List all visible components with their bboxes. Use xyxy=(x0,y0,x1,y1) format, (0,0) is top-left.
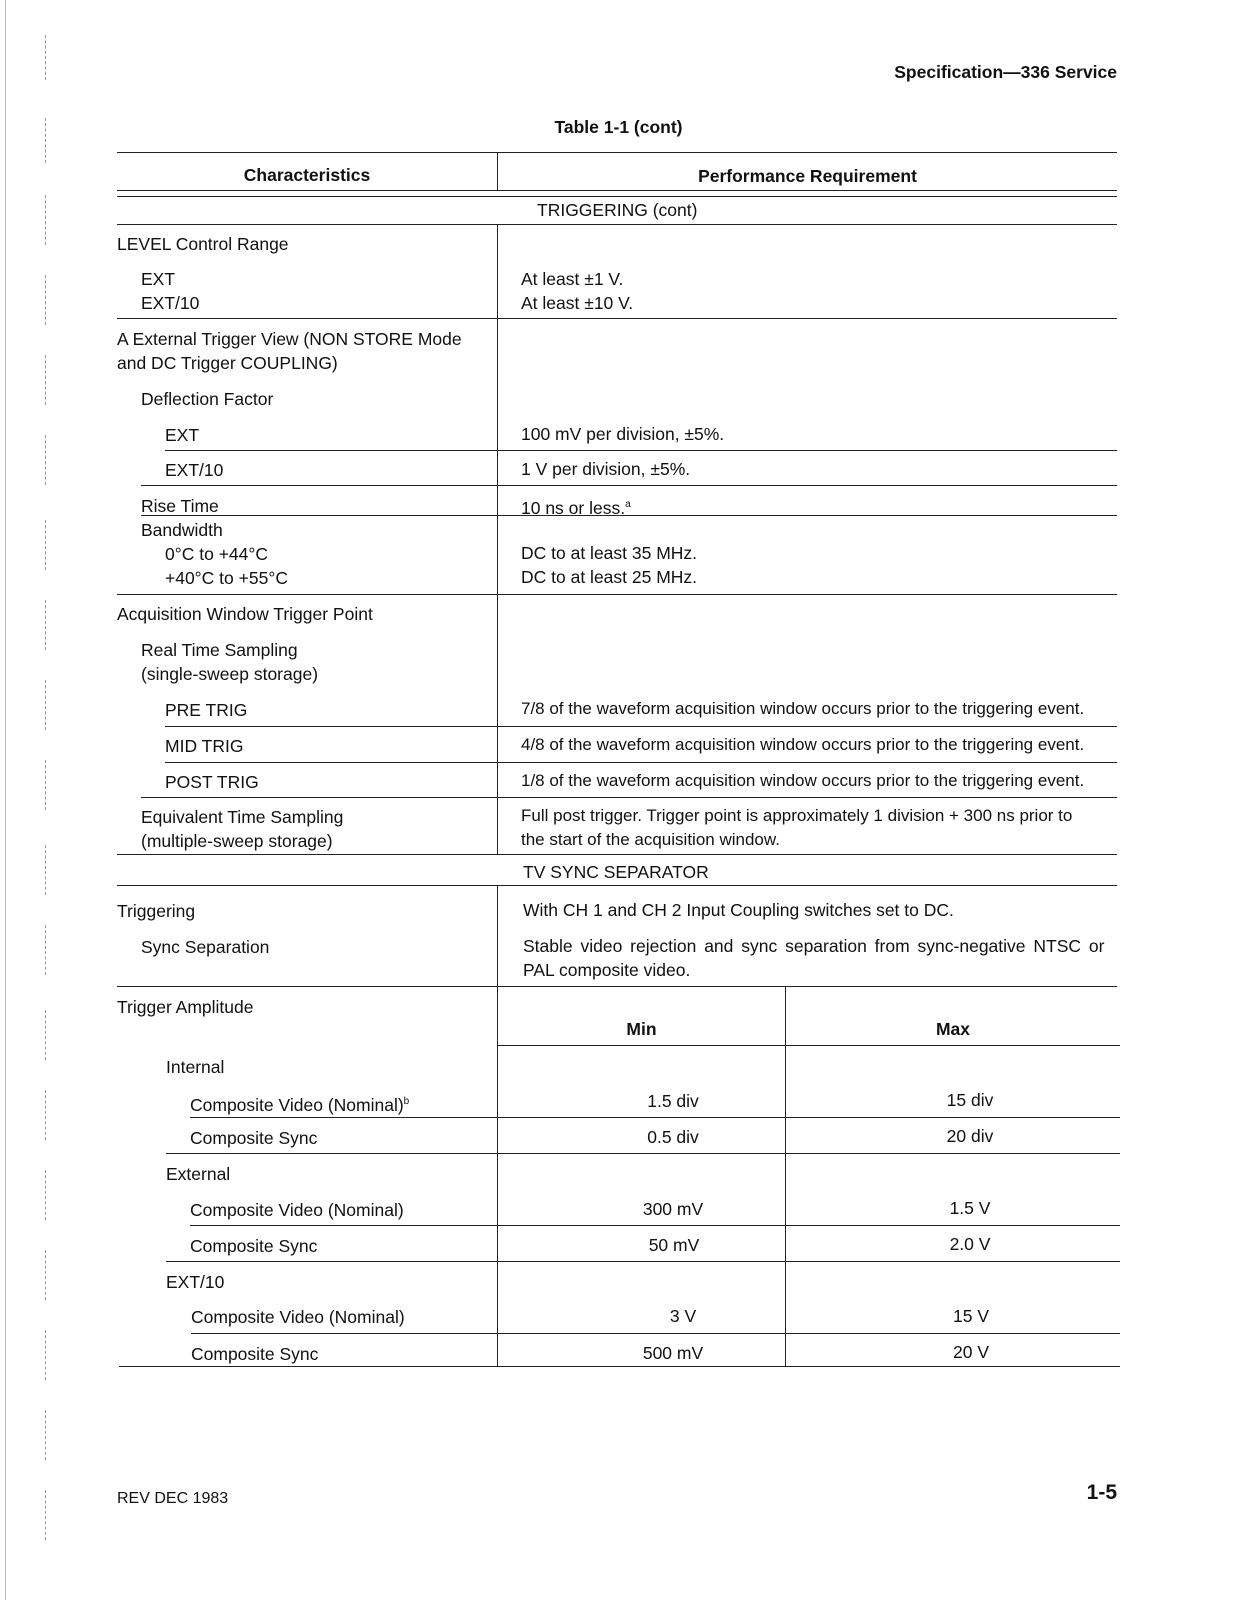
scan-artifact xyxy=(45,35,46,80)
table-title-text: Table 1-1 (cont) xyxy=(554,117,683,137)
pre-trig-perf: 7/8 of the waveform acquisition window occurs prior to the triggering event. xyxy=(521,699,1085,718)
real-time-sampling-2: (single-sweep storage) xyxy=(141,664,319,684)
revision-date: REV DEC 1983 xyxy=(117,1490,229,1507)
rise-time-value: 10 ns or less. xyxy=(521,497,626,518)
external-cs-char: Composite Sync xyxy=(190,1236,318,1256)
rise-time-char: Rise Time xyxy=(141,496,219,516)
internal-cs-min: 0.5 div xyxy=(647,1127,699,1147)
rule xyxy=(190,1225,1120,1226)
column-header-characteristics: Characteristics xyxy=(243,165,371,185)
deflection-ext10-perf: 1 V per division, ±5%. xyxy=(521,459,691,479)
internal-cv-min: 1.5 div xyxy=(647,1091,699,1111)
equiv-perf-1: Full post trigger. Trigger point is approximately 1 division + 300 ns prior to xyxy=(521,806,1073,825)
rule xyxy=(141,797,1117,798)
scan-artifact xyxy=(45,275,46,325)
acquisition-label: Acquisition Window Trigger Point xyxy=(117,604,373,624)
rule xyxy=(166,1153,1120,1154)
ext10-cs-max: 20 V xyxy=(953,1342,989,1362)
rule xyxy=(191,1333,1120,1334)
max-header: Max xyxy=(935,1019,971,1039)
group-ext10: EXT/10 xyxy=(166,1272,225,1292)
rule xyxy=(141,515,1117,516)
ext10-cs-min: 500 mV xyxy=(642,1343,704,1363)
deflection-ext-char: EXT xyxy=(165,425,200,445)
level-ext10-char: EXT/10 xyxy=(141,293,200,313)
table-title xyxy=(0,116,1237,138)
rule xyxy=(117,196,1117,197)
ext10-cs-char: Composite Sync xyxy=(191,1344,319,1364)
rule xyxy=(119,1366,1120,1367)
scan-artifact xyxy=(45,845,46,895)
sync-separation-perf-1: Stable video rejection and sync separation from sync-negative NTSC or xyxy=(523,936,1105,956)
real-time-sampling-1: Real Time Sampling xyxy=(141,640,298,660)
section-tv-sync: TV SYNC SEPARATOR xyxy=(523,862,709,882)
scan-artifact xyxy=(45,1330,46,1380)
rule xyxy=(497,1045,1120,1046)
bandwidth-40-55-perf: DC to at least 25 MHz. xyxy=(521,567,698,587)
ext10-cv-min: 3 V xyxy=(669,1306,697,1326)
scan-artifact xyxy=(45,1250,46,1300)
internal-cs-char: Composite Sync xyxy=(190,1128,318,1148)
section-triggering-cont: TRIGGERING (cont) xyxy=(537,200,698,220)
rule xyxy=(117,190,1117,191)
rule xyxy=(117,152,1117,153)
tv-triggering-perf: With CH 1 and CH 2 Input Coupling switches set to DC. xyxy=(523,900,954,920)
scan-artifact xyxy=(45,195,46,245)
equiv-perf-2: the start of the acquisition window. xyxy=(521,830,780,849)
post-trig-perf: 1/8 of the waveform acquisition window occurs prior to the triggering event. xyxy=(521,771,1085,790)
rule xyxy=(117,885,1117,886)
external-cv-min: 300 mV xyxy=(642,1199,704,1219)
equiv-time-sampling-1: Equivalent Time Sampling xyxy=(141,807,344,827)
rule xyxy=(165,726,1117,727)
internal-cs-max: 20 div xyxy=(946,1126,994,1146)
min-header: Min xyxy=(626,1019,657,1039)
scan-artifact xyxy=(45,925,46,975)
rule xyxy=(497,152,498,191)
scan-artifact xyxy=(45,1490,46,1540)
scan-artifact xyxy=(45,520,46,570)
column-header-performance: Performance Requirement xyxy=(698,166,917,186)
deflection-ext10-char: EXT/10 xyxy=(165,460,224,480)
deflection-ext-perf: 100 mV per division, ±5%. xyxy=(521,424,725,444)
rule xyxy=(117,318,1117,319)
internal-cv-char xyxy=(190,1091,409,1116)
group-external: External xyxy=(166,1164,231,1184)
trigger-amplitude-label: Trigger Amplitude xyxy=(117,997,254,1017)
rule xyxy=(166,1261,1120,1262)
page-number: 1-5 xyxy=(1086,1481,1117,1504)
level-ext10-perf: At least ±10 V. xyxy=(521,293,634,313)
post-trig-char: POST TRIG xyxy=(165,772,259,792)
ext-trigger-view-label-1: A External Trigger View (NON STORE Mode xyxy=(117,329,462,349)
deflection-factor-label: Deflection Factor xyxy=(141,389,274,409)
external-cv-max: 1.5 V xyxy=(949,1198,991,1218)
rule xyxy=(165,450,1117,451)
scan-artifact xyxy=(45,1170,46,1220)
rule xyxy=(141,485,1117,486)
level-ext-char: EXT xyxy=(141,269,176,289)
rule xyxy=(117,854,1117,855)
scan-margin-line xyxy=(5,0,6,1600)
footnote-marker: a xyxy=(625,499,631,510)
level-control-label: LEVEL Control Range xyxy=(117,234,289,254)
level-ext-perf: At least ±1 V. xyxy=(521,269,624,289)
scan-artifact xyxy=(45,1010,46,1060)
scan-artifact xyxy=(45,1410,46,1460)
rule xyxy=(165,762,1117,763)
scan-artifact xyxy=(45,760,46,810)
scan-artifact xyxy=(45,680,46,730)
mid-trig-perf: 4/8 of the waveform acquisition window occurs prior to the triggering event. xyxy=(521,735,1085,754)
rule xyxy=(117,986,1117,987)
sync-separation-char: Sync Separation xyxy=(141,937,270,957)
internal-cv-label: Composite Video (Nominal) xyxy=(190,1094,404,1115)
rule xyxy=(117,224,1117,225)
running-title: Specification—336 Service xyxy=(894,62,1117,82)
scan-artifact xyxy=(45,435,46,485)
group-internal: Internal xyxy=(166,1057,225,1077)
equiv-time-sampling-2: (multiple-sweep storage) xyxy=(141,831,333,851)
sync-separation-perf-2: PAL composite video. xyxy=(523,960,691,980)
bandwidth-0-44-perf: DC to at least 35 MHz. xyxy=(521,543,698,563)
external-cs-min: 50 mV xyxy=(648,1235,700,1255)
mid-trig-char: MID TRIG xyxy=(165,736,244,756)
internal-cv-max: 15 div xyxy=(946,1090,994,1110)
external-cs-max: 2.0 V xyxy=(949,1234,991,1254)
footnote-marker: b xyxy=(403,1096,410,1107)
bandwidth-label: Bandwidth xyxy=(141,520,223,540)
ext-trigger-view-label-2: and DC Trigger COUPLING) xyxy=(117,353,338,373)
scan-artifact xyxy=(45,355,46,405)
rule xyxy=(117,594,1117,595)
scan-artifact xyxy=(45,1090,46,1140)
bandwidth-0-44-char: 0°C to +44°C xyxy=(165,544,269,564)
tv-triggering-char: Triggering xyxy=(117,901,196,921)
rule xyxy=(190,1117,1120,1118)
ext10-cv-max: 15 V xyxy=(953,1306,989,1326)
pre-trig-char: PRE TRIG xyxy=(165,700,248,720)
ext10-cv-char: Composite Video (Nominal) xyxy=(191,1307,405,1327)
scan-artifact xyxy=(45,600,46,650)
external-cv-char: Composite Video (Nominal) xyxy=(190,1200,404,1220)
bandwidth-40-55-char: +40°C to +55°C xyxy=(165,568,288,588)
